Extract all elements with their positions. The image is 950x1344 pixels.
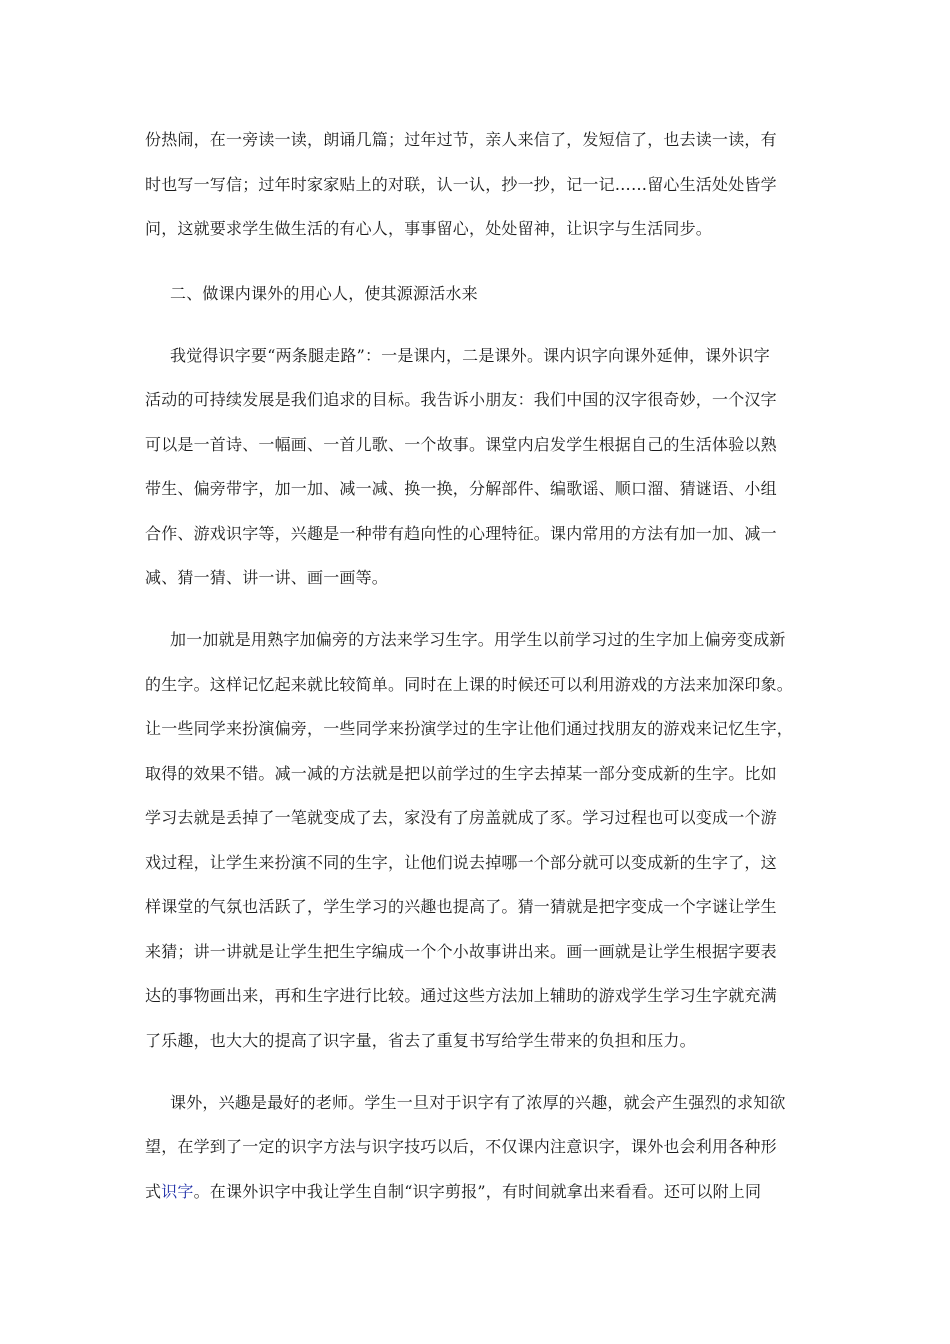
paragraph-line-with-link [145, 1181, 805, 1203]
line-rest: 。在课外识字中我让学生自制“识字剪报”，有时间就拿出来看看。还可以附上同 [193, 1182, 762, 1201]
paragraph-line: 望，在学到了一定的识字方法与识字技巧以后，不仅课内注意识字，课外也会利用各种形 [145, 1137, 777, 1156]
paragraph-line: 学习去就是丢掉了一笔就变成了去，家没有了房盖就成了豕。学习过程也可以变成一个游 [145, 808, 777, 827]
paragraph-line: 取得的效果不错。减一减的方法就是把以前学过的生字去掉某一部分变成新的生字。比如 [145, 764, 777, 783]
paragraph-line: 样课堂的气氛也活跃了，学生学习的兴趣也提高了。猜一猜就是把字变成一个字谜让学生 [145, 897, 777, 916]
paragraph-line: 时也写一写信；过年时家家贴上的对联，认一认，抄一抄，记一记……留心生活处处皆学 [145, 175, 777, 194]
paragraph-line: 的生字。这样记忆起来就比较简单。同时在上课的时候还可以利用游戏的方法来加深印象。 [145, 675, 794, 694]
paragraph-line: 带生、偏旁带字，加一加、减一减、换一换，分解部件、编歌谣、顺口溜、猜谜语、小组 [145, 479, 777, 498]
paragraph-line: 了乐趣，也大大的提高了识字量，省去了重复书写给学生带来的负担和压力。 [145, 1031, 696, 1050]
paragraph-line: 我觉得识字要“两条腿走路”：一是课内，二是课外。课内识字向课外延伸，课外识字 [170, 346, 770, 365]
shizi-link[interactable]: 识字 [161, 1182, 194, 1201]
paragraph-line: 减、猜一猜、讲一讲、画一画等。 [145, 568, 389, 587]
paragraph-line: 课外，兴趣是最好的老师。学生一旦对于识字有了浓厚的兴趣，就会产生强烈的求知欲 [170, 1093, 786, 1112]
paragraph-line: 可以是一首诗、一幅画、一首儿歌、一个故事。课堂内启发学生根据自己的生活体验以熟 [145, 435, 777, 454]
paragraph-line: 合作、游戏识字等，兴趣是一种带有趋向性的心理特征。课内常用的方法有加一加、减一 [145, 524, 777, 543]
paragraph-line: 戏过程，让学生来扮演不同的生字，让他们说去掉哪一个部分就可以变成新的生字了，这 [145, 853, 777, 872]
paragraph-line: 加一加就是用熟字加偏旁的方法来学习生字。用学生以前学习过的生字加上偏旁变成新 [170, 630, 786, 649]
line-prefix: 式 [145, 1182, 162, 1201]
paragraph-line: 来猜；讲一讲就是让学生把生字编成一个个小故事讲出来。画一画就是让学生根据字要表 [145, 942, 777, 961]
paragraph-line: 让一些同学来扮演偏旁，一些同学来扮演学过的生字让他们通过找朋友的游戏来记忆生字， [145, 719, 794, 738]
paragraph-line: 活动的可持续发展是我们追求的目标。我告诉小朋友：我们中国的汉字很奇妙，一个汉字 [145, 390, 777, 409]
paragraph-line: 问，这就要求学生做生活的有心人，事事留心，处处留神，让识字与生活同步。 [145, 219, 713, 238]
paragraph-line: 份热闹，在一旁读一读，朗诵几篇；过年过节，亲人来信了，发短信了，也去读一读，有 [145, 130, 777, 149]
paragraph-line: 达的事物画出来，再和生字进行比较。通过这些方法加上辅助的游戏学生学习生字就充满 [145, 986, 777, 1005]
section-heading: 二、做课内课外的用心人，使其源源活水来 [170, 284, 478, 303]
